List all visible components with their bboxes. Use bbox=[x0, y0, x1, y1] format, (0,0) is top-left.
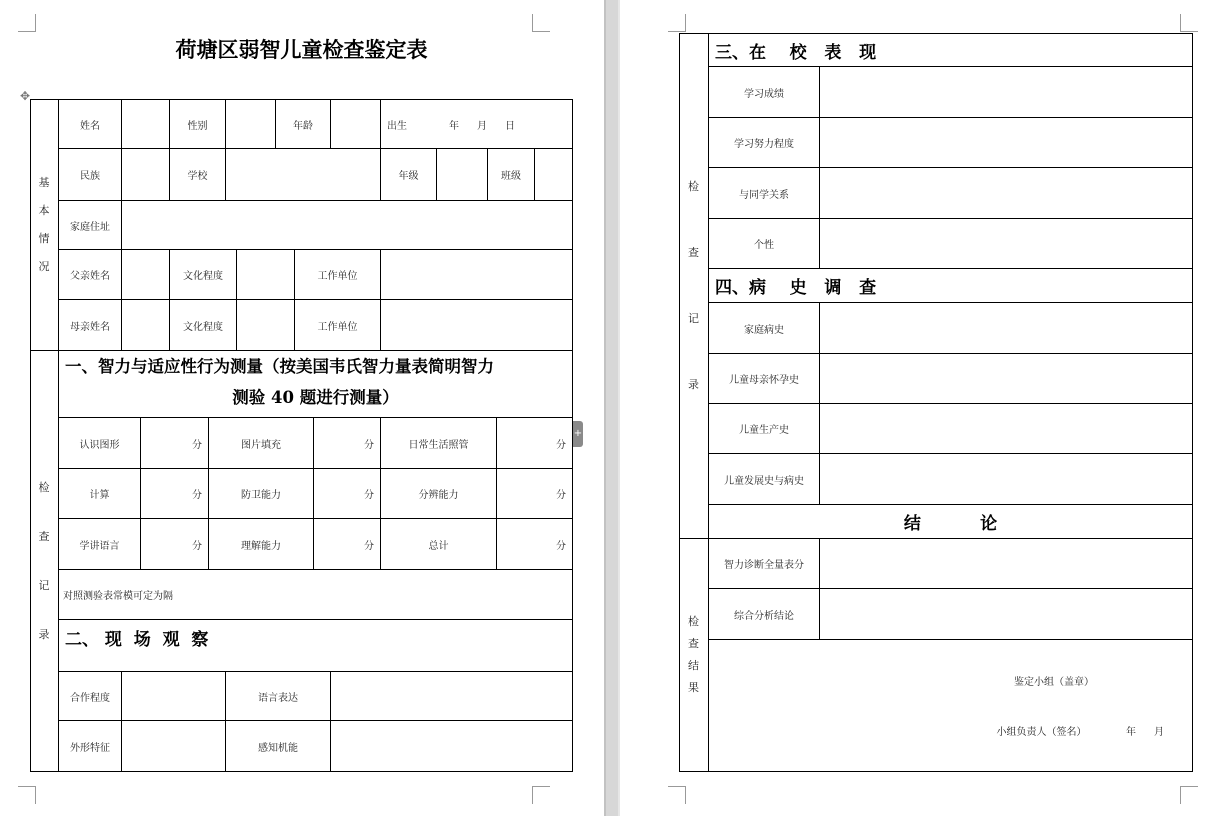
side-char: 记 bbox=[38, 578, 50, 592]
field-birth[interactable] bbox=[383, 100, 572, 148]
side-char: 查 bbox=[38, 529, 50, 543]
score-discrimination[interactable]: 分 bbox=[556, 490, 566, 501]
crop-mark bbox=[1180, 786, 1198, 804]
side-char: 果 bbox=[688, 681, 699, 694]
score-total[interactable]: 分 bbox=[556, 540, 566, 552]
score-defense-ability[interactable]: 分 bbox=[364, 490, 374, 501]
label-birth-history: 儿童生产史 bbox=[739, 425, 789, 436]
section-1-line-1: 一、智力与适应性行为测量（按美国韦氏智力量表简明智力 bbox=[65, 357, 494, 376]
side-char: 查 bbox=[688, 637, 699, 650]
label-cooperation: 合作程度 bbox=[70, 692, 110, 704]
side-char: 情 bbox=[38, 232, 50, 245]
score-calculation[interactable]: 分 bbox=[192, 490, 202, 501]
field-language-expression[interactable] bbox=[331, 672, 572, 720]
field-cooperation[interactable] bbox=[122, 672, 225, 720]
field-mother-education[interactable] bbox=[237, 300, 294, 350]
label-study-effort: 学习努力程度 bbox=[734, 139, 794, 150]
label-development-history: 儿童发展史与病史 bbox=[724, 475, 804, 487]
side-char: 检 bbox=[38, 480, 50, 494]
label-father-education: 文化程度 bbox=[183, 271, 223, 282]
crop-mark bbox=[18, 786, 36, 804]
crop-mark bbox=[668, 786, 686, 804]
label-perception: 感知机能 bbox=[258, 742, 298, 754]
side-char: 检 bbox=[688, 180, 699, 193]
score-picture-completion[interactable]: 分 bbox=[364, 439, 374, 451]
label-father-workplace: 工作单位 bbox=[317, 271, 358, 282]
section-2-heading: 二、 现 场 观 察 bbox=[65, 629, 209, 650]
page-right bbox=[620, 0, 1225, 816]
field-perception[interactable] bbox=[331, 721, 572, 771]
label-comprehension: 理解能力 bbox=[241, 540, 281, 552]
field-father-name[interactable] bbox=[122, 250, 169, 299]
field-mother-name[interactable] bbox=[122, 300, 169, 350]
side-char: 况 bbox=[38, 260, 50, 273]
crop-mark bbox=[532, 786, 550, 804]
label-mother-workplace: 工作单位 bbox=[317, 321, 358, 333]
label-discrimination: 分辨能力 bbox=[418, 490, 459, 501]
signature-area[interactable] bbox=[709, 640, 1192, 771]
field-class[interactable] bbox=[535, 149, 572, 200]
signature-month-label: 月 bbox=[1154, 726, 1164, 738]
field-father-education[interactable] bbox=[237, 250, 294, 299]
field-age[interactable] bbox=[331, 100, 380, 148]
field-name[interactable] bbox=[122, 100, 169, 148]
label-defense-ability: 防卫能力 bbox=[241, 490, 281, 501]
crop-mark bbox=[668, 14, 686, 32]
crop-mark bbox=[18, 14, 36, 32]
label-family-history: 家庭病史 bbox=[744, 324, 784, 336]
crop-mark bbox=[1180, 14, 1198, 32]
seal-label: 鉴定小组（盖章） bbox=[1014, 676, 1094, 688]
label-mother-education: 文化程度 bbox=[183, 321, 223, 333]
signature-year-label: 年 bbox=[1126, 726, 1136, 738]
label-father-name: 父亲姓名 bbox=[70, 271, 110, 282]
label-class: 班级 bbox=[501, 171, 521, 182]
label-mother-name: 母亲姓名 bbox=[70, 321, 110, 333]
side-label-exam-record bbox=[679, 33, 708, 538]
label-ethnicity: 民族 bbox=[80, 171, 100, 182]
conclusion-heading: 结 论 bbox=[903, 514, 998, 534]
label-comprehensive-conclusion: 综合分析结论 bbox=[734, 610, 794, 622]
label-grade: 年级 bbox=[398, 171, 419, 182]
page-left bbox=[0, 0, 604, 816]
reference-note[interactable]: 对照测验表常模可定为隔 bbox=[63, 591, 173, 602]
side-char: 本 bbox=[38, 204, 50, 217]
field-development-history[interactable] bbox=[820, 454, 1192, 504]
label-calculation: 计算 bbox=[89, 490, 110, 501]
side-char: 录 bbox=[688, 378, 699, 391]
score-daily-care[interactable]: 分 bbox=[556, 439, 566, 451]
field-grade[interactable] bbox=[437, 149, 487, 200]
field-comprehensive-conclusion[interactable] bbox=[820, 589, 1192, 639]
label-gender: 性别 bbox=[187, 120, 208, 132]
field-personality[interactable] bbox=[820, 219, 1192, 268]
label-shape-recognition: 认识图形 bbox=[79, 439, 120, 451]
field-pregnancy-history[interactable] bbox=[820, 354, 1192, 403]
label-full-scale-score: 智力诊断全量表分 bbox=[724, 560, 804, 571]
label-school: 学校 bbox=[187, 171, 208, 182]
field-father-workplace[interactable] bbox=[381, 250, 572, 299]
crop-mark bbox=[532, 14, 550, 32]
field-gender[interactable] bbox=[226, 100, 275, 148]
label-day: 日 bbox=[505, 120, 515, 132]
side-char: 记 bbox=[688, 312, 699, 325]
label-total: 总计 bbox=[428, 540, 449, 552]
section-4-heading: 四、病 史 调 查 bbox=[715, 278, 877, 298]
label-classmate-relations: 与同学关系 bbox=[739, 189, 789, 201]
section-3-heading: 三、在 校 表 现 bbox=[715, 42, 877, 63]
table-move-handle-icon[interactable]: ✥ bbox=[19, 89, 31, 103]
label-year: 年 bbox=[449, 120, 459, 132]
label-month: 月 bbox=[477, 120, 487, 132]
field-mother-workplace[interactable] bbox=[381, 300, 572, 350]
label-language-expression: 语言表达 bbox=[258, 692, 298, 704]
field-address[interactable] bbox=[122, 201, 572, 249]
label-speech: 学讲语言 bbox=[79, 540, 120, 552]
score-shape-recognition[interactable]: 分 bbox=[192, 439, 202, 451]
side-label-basic-info bbox=[30, 99, 58, 350]
label-personality: 个性 bbox=[754, 240, 774, 251]
field-birth-history[interactable] bbox=[820, 404, 1192, 453]
label-appearance: 外形特征 bbox=[70, 742, 110, 754]
field-academic-performance[interactable] bbox=[820, 67, 1192, 117]
label-daily-care: 日常生活照管 bbox=[408, 439, 469, 451]
field-family-history[interactable] bbox=[820, 303, 1192, 353]
page-separator bbox=[604, 0, 620, 816]
section-1-line-2: 测验 40 题进行测量） bbox=[232, 388, 399, 407]
label-picture-completion: 图片填充 bbox=[241, 439, 281, 451]
add-row-handle-icon[interactable]: + bbox=[573, 421, 583, 447]
field-appearance[interactable] bbox=[122, 721, 225, 771]
side-char: 结 bbox=[688, 659, 699, 672]
label-age: 年龄 bbox=[293, 120, 313, 132]
section-1-heading bbox=[59, 351, 572, 417]
field-full-scale-score[interactable] bbox=[820, 539, 1192, 588]
field-study-effort[interactable] bbox=[820, 118, 1192, 167]
label-pregnancy-history: 儿童母亲怀孕史 bbox=[729, 375, 799, 386]
side-char: 录 bbox=[38, 627, 50, 641]
side-char: 检 bbox=[688, 615, 699, 628]
field-classmate-relations[interactable] bbox=[820, 168, 1192, 218]
label-birth: 出生 bbox=[387, 120, 407, 132]
side-label-exam-result bbox=[679, 538, 708, 771]
label-name: 姓名 bbox=[80, 120, 100, 132]
field-school[interactable] bbox=[226, 149, 380, 200]
label-academic-performance: 学习成绩 bbox=[744, 88, 784, 100]
label-address: 家庭住址 bbox=[70, 221, 110, 233]
score-comprehension[interactable]: 分 bbox=[364, 540, 374, 552]
side-char: 基 bbox=[38, 176, 50, 189]
side-char: 查 bbox=[688, 246, 699, 259]
side-label-exam bbox=[30, 350, 58, 771]
signature-label: 小组负责人（签名） bbox=[996, 726, 1087, 738]
score-speech[interactable]: 分 bbox=[192, 540, 202, 552]
field-ethnicity[interactable] bbox=[122, 149, 169, 200]
document-title: 荷塘区弱智儿童检查鉴定表 bbox=[175, 37, 428, 62]
